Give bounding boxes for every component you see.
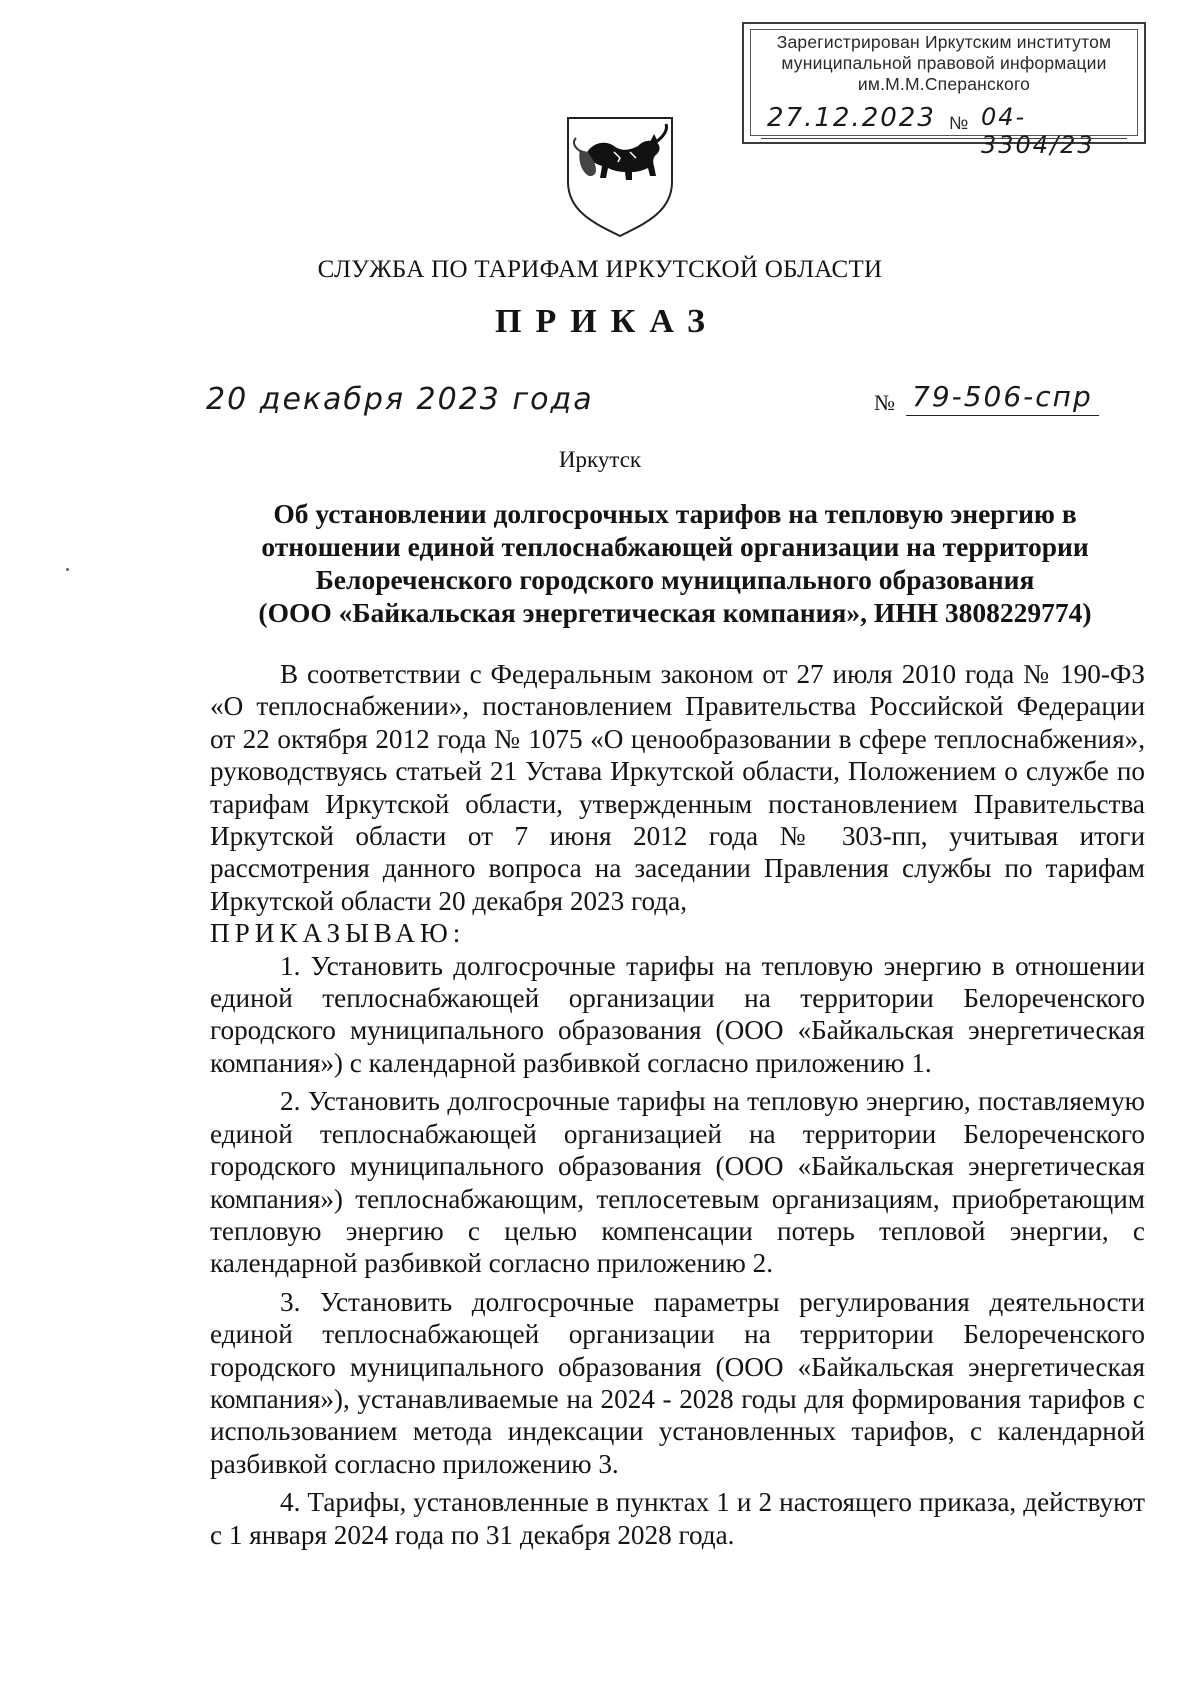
agency-name: СЛУЖБА ПО ТАРИФАМ ИРКУТСКОЙ ОБЛАСТИ bbox=[317, 256, 883, 283]
city: Иркутск bbox=[558, 447, 642, 472]
document-type: ПРИКАЗ bbox=[495, 303, 719, 340]
document-title bbox=[210, 497, 1140, 629]
stamp-underline bbox=[761, 138, 1127, 139]
scan-speck bbox=[66, 568, 69, 571]
registration-stamp bbox=[742, 22, 1146, 159]
title-line: отношении единой теплоснабжающей организации на территории bbox=[261, 531, 1089, 562]
stamp-registration-row bbox=[761, 103, 1127, 159]
stamp-registration-date: 27.12.2023 bbox=[767, 103, 936, 133]
title-line: Об установлении долгосрочных тарифов на тепловую энергию в bbox=[273, 498, 1077, 529]
title-line: (ООО «Байкальская энергетическая компания», ИНН 3808229774) bbox=[258, 597, 1092, 628]
order-item-1: 1. Установить долгосрочные тарифы на тепловую энергию в отношении единой теплоснабжающей организации на территории Белореченского городского муниципального образования (ООО «Байкальская энергетическая компания») с календарной разбивкой согласно приложению 1. bbox=[210, 950, 1145, 1078]
stamp-line-1: Зарегистрирован Иркутским институтом bbox=[776, 32, 1112, 52]
stamp-line-3: им.М.М.Сперанского bbox=[857, 74, 1031, 94]
preamble: В соответствии с Федеральным законом от 27 июля 2010 года № 190-ФЗ «О теплоснабжении», постановлением Правительства Российской Федерации от 22 октября 2012 года № 1075 «О ценообразовании в сфере теплоснабжения», руководствуясь статьей 21 Устава Иркутской области, Положением о службе по тарифам Иркутской области, утвержденным постановлением Правительства Иркутской области от 7 июня 2012 года № 303-пп, учитывая итоги рассмотрения данного вопроса на заседании Правления службы по тарифам Иркутской области 20 декабря 2023 года, bbox=[210, 659, 1145, 916]
order-number-sign: № bbox=[874, 390, 895, 415]
order-item-4: 4. Тарифы, установленные в пунктах 1 и 2 настоящего приказа, действуют с 1 января 2024 года по 31 декабря 2028 года. bbox=[210, 1487, 1145, 1550]
stamp-number-sign: № bbox=[949, 113, 969, 133]
irkutsk-coat-of-arms-icon bbox=[560, 112, 680, 238]
stamp-inner-frame bbox=[750, 29, 1138, 159]
order-number-handwritten: 79-506-спр bbox=[906, 380, 1099, 416]
order-item-3: 3. Установить долгосрочные параметры регулирования деятельности единой теплоснабжающей организации на территории Белореченского городского муниципального образования (ООО «Байкальская энергетическая компания»), устанавливаемые на 2024 - 2028 годы для формирования тарифов с использованием метода индексации установленных тарифов, с календарной разбивкой согласно приложению 3. bbox=[210, 1286, 1145, 1479]
stamp-registration-number: 04-3304/23 bbox=[981, 103, 1095, 159]
order-date-handwritten: 20 декабря 2023 года bbox=[206, 382, 594, 417]
order-item-2: 2. Установить долгосрочные тарифы на тепловую энергию, поставляемую единой теплоснабжающей организацией на территории Белореченского городского муниципального образования (ООО «Байкальская энергетическая компания») теплоснабжающим, теплосетевым организациям, приобретающим тепловую энергию с целью компенсации потерь тепловой энергии, с календарной разбивкой согласно приложению 2. bbox=[210, 1086, 1145, 1279]
document-body bbox=[210, 658, 1145, 1551]
stamp-line-2: муниципальной правовой информации bbox=[781, 53, 1107, 73]
order-keyword: ПРИКАЗЫВАЮ: bbox=[210, 918, 466, 949]
title-line: Белореченского городского муниципального образования bbox=[315, 564, 1035, 595]
